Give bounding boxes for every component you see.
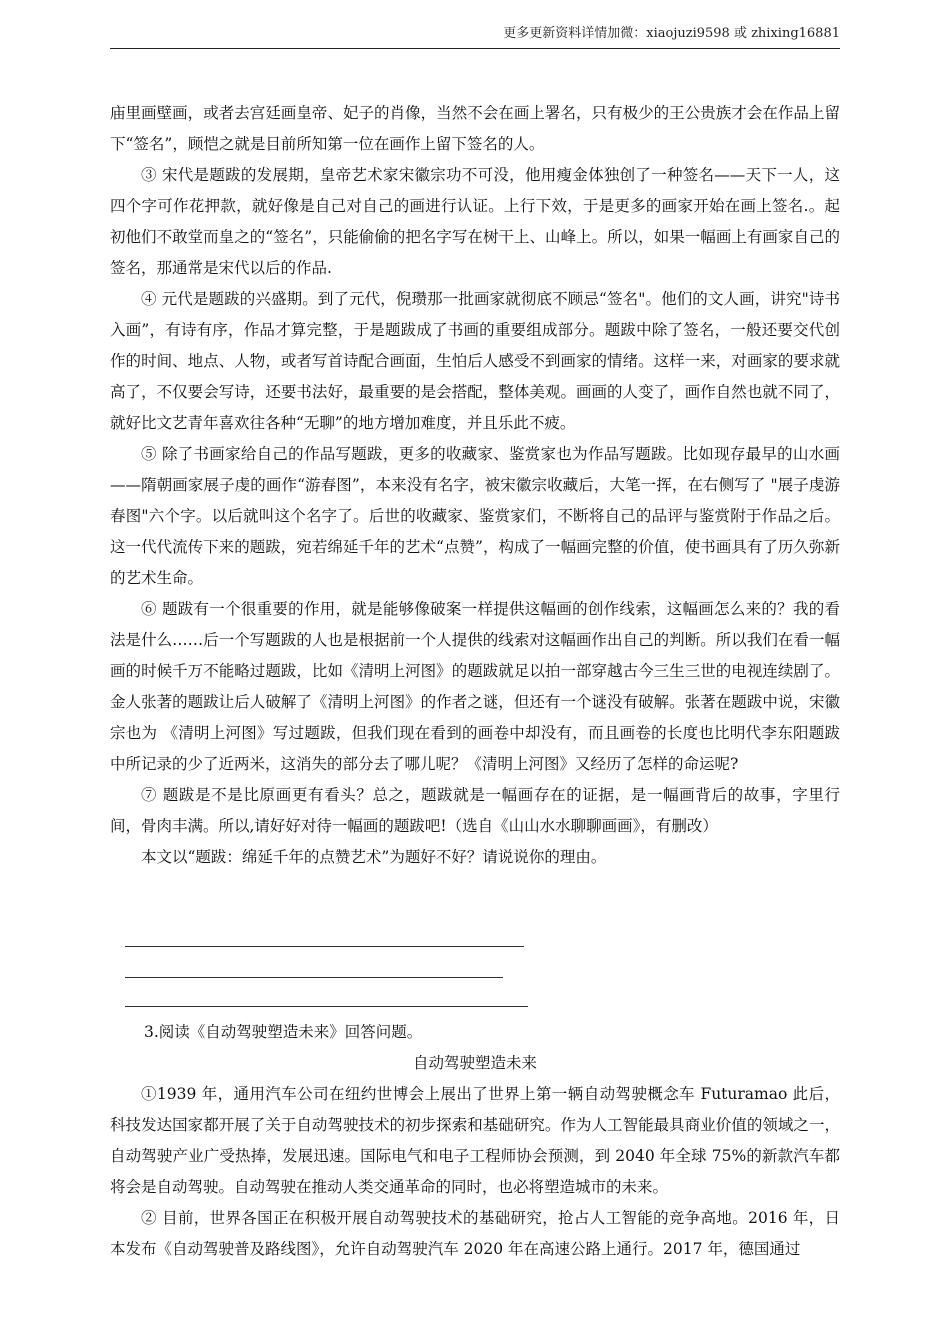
answer-line[interactable]	[125, 1006, 528, 1007]
question-heading: 3.阅读《自动驾驶塑造未来》回答问题。	[144, 1023, 423, 1041]
passage-paragraph: ⑥ 题跋有一个很重要的作用，就是能够像破案一样提供这幅画的创作线索，这幅画怎么来的？我的看法是什么……后一个写题跋的人也是根据前一个人提供的线索对这幅画作出自己的判断。所以我们在看一幅画的时候千万不能略过题跋，比如《清明上河图》的题跋就足以拍一部穿越古今三生三世的电视连续剧了。金人张著的题跋让后人破解了《清明上河图》的作者之谜，但还有一个谜没有破解。张著在题跋中说，宋徽宗也为 《清明上河图》写过题跋，但我们现在看到的画卷中却没有，而且画卷的长度也比明代李东阳题跋中所记录的少了近两米，这消失的部分去了哪儿呢？《清明上河图》又经历了怎样的命运呢?	[110, 600, 840, 773]
page-header	[110, 24, 840, 49]
passage-paragraph: ③ 宋代是题跋的发展期，皇帝艺术家宋徽宗功不可没，他用瘦金体独创了一种签名——天下一人，这四个字可作花押款，就好像是自己对自己的画进行认证。上行下效，于是更多的画家开始在画上签名.。起初他们不敢堂而皇之的“签名”，只能偷偷的把名字写在树干上、山峰上。所以，如果一幅画上有画家自己的签名，那通常是宋代以后的作品.	[110, 166, 840, 277]
article-title: 自动驾驶塑造未来	[412, 1054, 537, 1072]
passage-paragraph: 庙里画壁画，或者去宫廷画皇帝、妃子的肖像，当然不会在画上署名，只有极少的王公贵族才会在作品上留下“签名”，顾恺之就是目前所知第一位在画作上留下签名的人。	[110, 104, 840, 153]
question-3	[110, 1017, 840, 1265]
article-paragraph: ② 目前，世界各国正在积极开展自动驾驶技术的基础研究，抢占人工智能的竞争高地。2016 年，日本发布《自动驾驶普及路线图》，允许自动驾驶汽车 2020 年在高速公路上通行。2017 年，德国通过	[110, 1209, 840, 1258]
header-text: 更多更新资料详情加微：xiaojuzi9598 或 zhixing16881	[503, 26, 840, 41]
question-prompt: 本文以“题跋：绵延千年的点赞艺术”为题好不好？请说说你的理由。	[141, 848, 607, 866]
passage-paragraph: ⑦ 题跋是不是比原画更有看头？总之，题跋就是一幅画存在的证据，是一幅画背后的故事，字里行间，骨肉丰满。所以,请好好对待一幅画的题跋吧!（选自《山山水水聊聊画画》，有删改）	[110, 786, 840, 835]
answer-line[interactable]	[125, 977, 503, 978]
passage-paragraph: ⑤ 除了书画家给自己的作品写题跋，更多的收藏家、鉴赏家也为作品写题跋。比如现存最早的山水画——隋朝画家展子虔的画作“游春图”，本来没有名字，被宋徽宗收藏后，大笔一挥，在右侧写了 "展子虔游春图"六个字。以后就叫这个名字了。后世的收藏家、鉴赏家们，不断将自己的品评与鉴赏附于作品之后。这一代代流传下来的题跋，宛若绵延千年的艺术“点赞”，构成了一幅画完整的价值，使书画具有了历久弥新的艺术生命。	[110, 445, 840, 587]
article-paragraph: ①1939 年，通用汽车公司在纽约世博会上展出了世界上第一辆自动驾驶概念车 Futuramao 此后，科技发达国家都开展了关于自动驾驶技术的初步探索和基础研究。作为人工智能最具商业价值的领域之一，自动驾驶产业广受热捧，发展迅速。国际电气和电子工程师协会预测，到 2040 年全球 75%的新款汽车都将会是自动驾驶。自动驾驶在推动人类交通革命的同时，也必将塑造城市的未来。	[110, 1085, 840, 1196]
answer-line[interactable]	[125, 946, 524, 947]
reading-passage	[110, 98, 840, 873]
passage-paragraph: ④ 元代是题跋的兴盛期。到了元代，倪瓒那一批画家就彻底不顾忌“签名"。他们的文人画，讲究"诗书入画”，有诗有序，作品才算完整，于是题跋成了书画的重要组成部分。题跋中除了签名，一般还要交代创作的时间、地点、人物，或者写首诗配合画面，生怕后人感受不到画家的情绪。这样一来，对画家的要求就高了，不仅要会写诗，还要书法好，最重要的是会搭配，整体美观。画画的人变了，画作自然也就不同了，就好比文艺青年喜欢往各种“无聊”的地方增加难度，并且乐此不疲。	[110, 290, 840, 432]
